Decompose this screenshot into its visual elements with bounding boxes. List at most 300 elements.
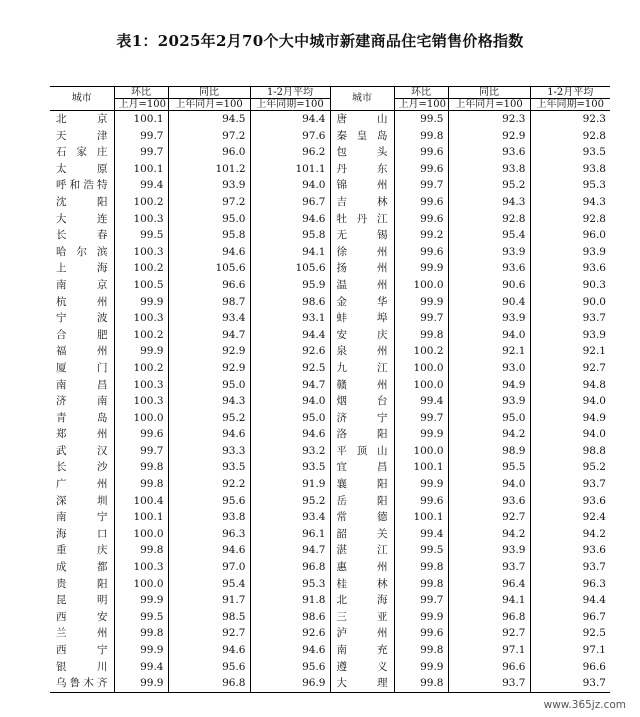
table-row <box>50 343 610 360</box>
table-row <box>50 426 610 443</box>
right-city-name: 徐州 <box>330 244 394 261</box>
right-city-name: 唐山 <box>330 111 394 128</box>
left-avg-value: 94.7 <box>250 542 330 559</box>
left-mom-value: 100.2 <box>114 194 168 211</box>
right-yoy-value: 93.8 <box>448 161 530 178</box>
table-row <box>50 211 610 228</box>
right-yoy-value: 92.7 <box>448 625 530 642</box>
left-avg-value: 94.7 <box>250 377 330 394</box>
left-yoy-value: 95.6 <box>168 659 250 676</box>
right-mom-value: 99.8 <box>394 675 448 692</box>
table-title: 表1：2025年2月70个大中城市新建商品住宅销售价格指数 <box>116 32 524 50</box>
table-row <box>50 509 610 526</box>
left-avg-value: 95.9 <box>250 277 330 294</box>
right-mom-value: 99.8 <box>394 576 448 593</box>
table-row <box>50 526 610 543</box>
right-yoy-value: 93.7 <box>448 675 530 692</box>
left-avg-value: 96.9 <box>250 675 330 692</box>
left-yoy-value: 92.7 <box>168 625 250 642</box>
table-row <box>50 244 610 261</box>
right-mom-value: 99.7 <box>394 310 448 327</box>
right-mom-value: 99.7 <box>394 177 448 194</box>
left-city-name: 贵阳 <box>50 576 114 593</box>
left-mom-value: 99.5 <box>114 227 168 244</box>
table-body <box>50 111 610 693</box>
right-avg-value: 93.6 <box>582 494 606 507</box>
table-row <box>50 459 610 476</box>
left-city-name: 青岛 <box>50 410 114 427</box>
left-avg-value: 101.1 <box>250 161 330 178</box>
right-city-name: 平顶山 <box>330 443 394 460</box>
table-row <box>50 642 610 659</box>
header-city-left: 城市 <box>50 87 114 111</box>
right-mom-value: 99.7 <box>394 410 448 427</box>
table-row <box>50 161 610 178</box>
left-avg-value: 95.2 <box>250 493 330 510</box>
right-yoy-value: 93.9 <box>448 542 530 559</box>
right-mom-value: 99.5 <box>394 542 448 559</box>
right-avg-value: 98.8 <box>582 444 606 457</box>
left-mom-value: 99.7 <box>114 443 168 460</box>
right-yoy-value: 95.0 <box>448 410 530 427</box>
right-avg-value: 92.8 <box>582 212 606 225</box>
right-yoy-value: 96.6 <box>448 659 530 676</box>
table-row <box>50 310 610 327</box>
right-yoy-value: 92.1 <box>448 343 530 360</box>
header-avg-right: 1-2月平均 <box>530 87 610 99</box>
right-mom-value: 100.1 <box>394 459 448 476</box>
table-row <box>50 476 610 493</box>
left-yoy-value: 96.3 <box>168 526 250 543</box>
left-avg-value: 95.6 <box>250 659 330 676</box>
left-mom-value: 100.3 <box>114 310 168 327</box>
right-mom-value: 99.6 <box>394 144 448 161</box>
right-city-name: 扬州 <box>330 260 394 277</box>
left-city-name: 呼和浩特 <box>50 177 114 194</box>
right-city-name: 韶关 <box>330 526 394 543</box>
right-city-name: 襄阳 <box>330 476 394 493</box>
left-yoy-value: 94.6 <box>168 642 250 659</box>
left-city-name: 哈尔滨 <box>50 244 114 261</box>
left-avg-value: 96.7 <box>250 194 330 211</box>
left-yoy-value: 97.0 <box>168 559 250 576</box>
left-city-name: 太原 <box>50 161 114 178</box>
table-row <box>50 659 610 676</box>
left-avg-value: 94.0 <box>250 177 330 194</box>
right-mom-value: 99.9 <box>394 659 448 676</box>
left-avg-value: 94.6 <box>250 211 330 228</box>
right-mom-value: 99.8 <box>394 128 448 145</box>
left-avg-value: 98.6 <box>250 609 330 626</box>
left-yoy-value: 95.0 <box>168 211 250 228</box>
right-avg-value: 94.8 <box>582 378 606 391</box>
left-yoy-value: 92.2 <box>168 476 250 493</box>
right-mom-value: 100.0 <box>394 277 448 294</box>
right-avg-value: 94.9 <box>582 411 606 424</box>
right-yoy-value: 95.4 <box>448 227 530 244</box>
left-avg-value: 105.6 <box>250 260 330 277</box>
table-row <box>50 277 610 294</box>
right-city-name: 惠州 <box>330 559 394 576</box>
header-mom-left: 环比 <box>114 87 168 99</box>
table-row <box>50 559 610 576</box>
left-city-name: 合肥 <box>50 327 114 344</box>
right-mom-value: 100.0 <box>394 443 448 460</box>
right-city-name: 蚌埠 <box>330 310 394 327</box>
right-yoy-value: 95.5 <box>448 459 530 476</box>
right-yoy-value: 96.4 <box>448 576 530 593</box>
table-row <box>50 360 610 377</box>
right-mom-value: 99.8 <box>394 327 448 344</box>
left-yoy-value: 94.6 <box>168 244 250 261</box>
left-avg-value: 94.6 <box>250 642 330 659</box>
left-city-name: 宁波 <box>50 310 114 327</box>
left-yoy-value: 96.6 <box>168 277 250 294</box>
right-yoy-value: 93.9 <box>448 310 530 327</box>
right-city-name: 常德 <box>330 509 394 526</box>
left-yoy-value: 92.9 <box>168 360 250 377</box>
left-city-name: 长沙 <box>50 459 114 476</box>
left-mom-value: 100.5 <box>114 277 168 294</box>
right-avg-value: 90.0 <box>582 295 606 308</box>
right-avg-value: 96.6 <box>582 660 606 673</box>
right-avg-value: 92.7 <box>582 361 606 374</box>
right-yoy-value: 94.9 <box>448 377 530 394</box>
header-avg-base-left: 上年同期=100 <box>250 99 330 111</box>
right-city-name: 桂林 <box>330 576 394 593</box>
right-city-name: 九江 <box>330 360 394 377</box>
right-avg-value: 92.1 <box>582 345 606 358</box>
table-row <box>50 144 610 161</box>
right-city-name: 北海 <box>330 592 394 609</box>
right-city-name: 吉林 <box>330 194 394 211</box>
left-mom-value: 99.6 <box>114 426 168 443</box>
right-avg-value: 92.5 <box>582 627 606 640</box>
left-yoy-value: 95.0 <box>168 377 250 394</box>
left-mom-value: 99.8 <box>114 542 168 559</box>
left-mom-value: 100.3 <box>114 393 168 410</box>
right-city-name: 赣州 <box>330 377 394 394</box>
right-avg-value: 95.2 <box>582 461 606 474</box>
right-city-name: 烟台 <box>330 393 394 410</box>
left-city-name: 兰州 <box>50 625 114 642</box>
left-avg-value: 96.2 <box>250 144 330 161</box>
left-yoy-value: 92.9 <box>168 343 250 360</box>
right-avg-value: 97.1 <box>582 644 606 656</box>
left-avg-value: 93.2 <box>250 443 330 460</box>
right-yoy-value: 90.4 <box>448 294 530 311</box>
table-row <box>50 493 610 510</box>
left-mom-value: 99.8 <box>114 476 168 493</box>
left-city-name: 大连 <box>50 211 114 228</box>
right-mom-value: 99.6 <box>394 493 448 510</box>
header-avg-base-right: 上年同期=100 <box>530 99 610 111</box>
right-yoy-value: 98.9 <box>448 443 530 460</box>
left-city-name: 昆明 <box>50 592 114 609</box>
right-mom-value: 100.1 <box>394 509 448 526</box>
right-mom-value: 100.0 <box>394 360 448 377</box>
right-city-name: 包头 <box>330 144 394 161</box>
right-city-name: 洛阳 <box>330 426 394 443</box>
left-yoy-value: 97.2 <box>168 128 250 145</box>
left-mom-value: 99.7 <box>114 144 168 161</box>
right-yoy-value: 94.0 <box>448 327 530 344</box>
left-mom-value: 100.1 <box>114 111 168 128</box>
left-avg-value: 95.3 <box>250 576 330 593</box>
left-city-name: 深圳 <box>50 493 114 510</box>
left-city-name: 成都 <box>50 559 114 576</box>
left-mom-value: 100.2 <box>114 327 168 344</box>
right-city-name: 泉州 <box>330 343 394 360</box>
left-yoy-value: 98.5 <box>168 609 250 626</box>
right-mom-value: 99.4 <box>394 526 448 543</box>
left-city-name: 厦门 <box>50 360 114 377</box>
right-yoy-value: 92.7 <box>448 509 530 526</box>
left-yoy-value: 94.5 <box>168 111 250 128</box>
left-avg-value: 91.9 <box>250 476 330 493</box>
right-city-name: 三亚 <box>330 609 394 626</box>
left-yoy-value: 94.7 <box>168 327 250 344</box>
left-avg-value: 94.1 <box>250 244 330 261</box>
right-avg-value: 92.8 <box>582 129 606 142</box>
right-city-name: 遵义 <box>330 659 394 676</box>
left-yoy-value: 95.4 <box>168 576 250 593</box>
header-yoy-base-right: 上年同月=100 <box>448 99 530 111</box>
table-row <box>50 111 610 128</box>
right-mom-value: 100.2 <box>394 343 448 360</box>
left-avg-value: 96.1 <box>250 526 330 543</box>
right-city-name: 秦皇岛 <box>330 128 394 145</box>
left-city-name: 银川 <box>50 659 114 676</box>
left-yoy-value: 97.2 <box>168 194 250 211</box>
left-avg-value: 96.8 <box>250 559 330 576</box>
right-avg-value: 92.3 <box>582 113 606 125</box>
table-row <box>50 443 610 460</box>
right-mom-value: 99.6 <box>394 625 448 642</box>
left-mom-value: 99.8 <box>114 459 168 476</box>
left-yoy-value: 91.7 <box>168 592 250 609</box>
left-city-name: 西安 <box>50 609 114 626</box>
right-avg-value: 93.5 <box>582 146 606 159</box>
left-avg-value: 92.5 <box>250 360 330 377</box>
left-avg-value: 92.6 <box>250 343 330 360</box>
header-yoy-right: 同比 <box>448 87 530 99</box>
left-mom-value: 99.4 <box>114 659 168 676</box>
right-city-name: 大理 <box>330 675 394 692</box>
right-yoy-value: 93.6 <box>448 144 530 161</box>
left-yoy-value: 93.4 <box>168 310 250 327</box>
table-row <box>50 194 610 211</box>
left-mom-value: 100.3 <box>114 559 168 576</box>
right-mom-value: 99.6 <box>394 244 448 261</box>
price-index-table <box>50 86 610 693</box>
left-yoy-value: 94.6 <box>168 542 250 559</box>
right-mom-value: 99.8 <box>394 642 448 659</box>
right-city-name: 无锡 <box>330 227 394 244</box>
right-yoy-value: 94.2 <box>448 426 530 443</box>
right-yoy-value: 94.3 <box>448 194 530 211</box>
right-yoy-value: 94.2 <box>448 526 530 543</box>
right-mom-value: 99.6 <box>394 211 448 228</box>
right-avg-value: 93.7 <box>582 478 606 491</box>
left-mom-value: 99.9 <box>114 294 168 311</box>
left-yoy-value: 96.0 <box>168 144 250 161</box>
right-yoy-value: 90.6 <box>448 277 530 294</box>
left-avg-value: 94.4 <box>250 111 330 128</box>
right-mom-value: 99.8 <box>394 559 448 576</box>
left-city-name: 广州 <box>50 476 114 493</box>
right-avg-value: 96.7 <box>582 610 606 623</box>
right-avg-value: 93.9 <box>582 328 606 341</box>
left-yoy-value: 93.9 <box>168 177 250 194</box>
right-avg-value: 94.0 <box>582 428 606 441</box>
left-mom-value: 99.9 <box>114 343 168 360</box>
table-row <box>50 410 610 427</box>
right-city-name: 锦州 <box>330 177 394 194</box>
right-mom-value: 99.9 <box>394 260 448 277</box>
right-avg-value: 96.3 <box>582 577 606 590</box>
left-mom-value: 99.5 <box>114 609 168 626</box>
right-city-name: 南充 <box>330 642 394 659</box>
right-avg-value: 94.3 <box>582 195 606 208</box>
right-mom-value: 99.6 <box>394 161 448 178</box>
right-city-name: 济宁 <box>330 410 394 427</box>
right-avg-value: 95.3 <box>582 179 606 192</box>
header-mom-base-left: 上月=100 <box>114 99 168 111</box>
left-city-name: 长春 <box>50 227 114 244</box>
table-row <box>50 609 610 626</box>
left-yoy-value: 93.5 <box>168 459 250 476</box>
left-avg-value: 91.8 <box>250 592 330 609</box>
left-yoy-value: 94.3 <box>168 393 250 410</box>
left-city-name: 郑州 <box>50 426 114 443</box>
right-mom-value: 99.6 <box>394 194 448 211</box>
right-yoy-value: 95.2 <box>448 177 530 194</box>
left-city-name: 南昌 <box>50 377 114 394</box>
left-city-name: 石家庄 <box>50 144 114 161</box>
right-yoy-value: 94.1 <box>448 592 530 609</box>
right-avg-value: 93.8 <box>582 162 606 175</box>
left-mom-value: 100.2 <box>114 360 168 377</box>
left-avg-value: 97.6 <box>250 128 330 145</box>
left-city-name: 重庆 <box>50 542 114 559</box>
table-row <box>50 294 610 311</box>
left-yoy-value: 98.7 <box>168 294 250 311</box>
watermark: www.365jz.com <box>543 699 626 711</box>
left-city-name: 沈阳 <box>50 194 114 211</box>
left-mom-value: 100.0 <box>114 410 168 427</box>
left-mom-value: 100.1 <box>114 509 168 526</box>
right-yoy-value: 92.3 <box>448 111 530 128</box>
right-avg-value: 94.0 <box>582 395 606 408</box>
left-yoy-value: 101.2 <box>168 161 250 178</box>
left-mom-value: 99.9 <box>114 675 168 692</box>
table-row <box>50 625 610 642</box>
right-city-name: 泸州 <box>330 625 394 642</box>
right-mom-value: 99.5 <box>394 111 448 128</box>
left-mom-value: 99.7 <box>114 128 168 145</box>
left-avg-value: 98.6 <box>250 294 330 311</box>
left-yoy-value: 95.6 <box>168 493 250 510</box>
right-mom-value: 99.9 <box>394 609 448 626</box>
left-city-name: 北京 <box>50 111 114 128</box>
right-yoy-value: 92.9 <box>448 128 530 145</box>
right-yoy-value: 93.9 <box>448 244 530 261</box>
left-mom-value: 100.3 <box>114 377 168 394</box>
right-yoy-value: 93.6 <box>448 493 530 510</box>
right-avg-value: 93.6 <box>582 544 606 557</box>
left-mom-value: 99.9 <box>114 642 168 659</box>
right-avg-value: 94.4 <box>582 594 606 607</box>
right-avg-value: 90.3 <box>582 278 606 291</box>
left-yoy-value: 96.8 <box>168 675 250 692</box>
left-yoy-value: 95.2 <box>168 410 250 427</box>
left-city-name: 南京 <box>50 277 114 294</box>
table-row <box>50 128 610 145</box>
right-city-name: 湛江 <box>330 542 394 559</box>
left-mom-value: 100.0 <box>114 526 168 543</box>
table-row <box>50 592 610 609</box>
left-city-name: 武汉 <box>50 443 114 460</box>
table-row <box>50 542 610 559</box>
left-avg-value: 94.4 <box>250 327 330 344</box>
left-city-name: 乌鲁木齐 <box>50 675 114 692</box>
right-avg-value: 96.0 <box>582 229 606 242</box>
left-avg-value: 95.8 <box>250 227 330 244</box>
left-mom-value: 100.0 <box>114 576 168 593</box>
left-yoy-value: 105.6 <box>168 260 250 277</box>
right-city-name: 温州 <box>330 277 394 294</box>
left-avg-value: 93.1 <box>250 310 330 327</box>
right-avg-value: 92.4 <box>582 511 606 524</box>
left-mom-value: 100.3 <box>114 211 168 228</box>
right-yoy-value: 93.7 <box>448 559 530 576</box>
header-avg-left: 1-2月平均 <box>250 87 330 99</box>
left-avg-value: 94.6 <box>250 426 330 443</box>
right-city-name: 丹东 <box>330 161 394 178</box>
left-city-name: 济南 <box>50 393 114 410</box>
table-row <box>50 377 610 394</box>
right-city-name: 牡丹江 <box>330 211 394 228</box>
right-mom-value: 100.0 <box>394 377 448 394</box>
left-mom-value: 99.4 <box>114 177 168 194</box>
right-yoy-value: 93.6 <box>448 260 530 277</box>
right-mom-value: 99.7 <box>394 592 448 609</box>
header-yoy-left: 同比 <box>168 87 250 99</box>
right-yoy-value: 92.8 <box>448 211 530 228</box>
right-city-name: 宜昌 <box>330 459 394 476</box>
left-avg-value: 92.6 <box>250 625 330 642</box>
left-city-name: 天津 <box>50 128 114 145</box>
right-mom-value: 99.4 <box>394 393 448 410</box>
left-city-name: 西宁 <box>50 642 114 659</box>
right-mom-value: 99.9 <box>394 476 448 493</box>
left-city-name: 上海 <box>50 260 114 277</box>
right-avg-value: 93.6 <box>582 262 606 275</box>
left-yoy-value: 93.3 <box>168 443 250 460</box>
left-mom-value: 100.1 <box>114 161 168 178</box>
left-avg-value: 93.4 <box>250 509 330 526</box>
header-yoy-base-left: 上年同月=100 <box>168 99 250 111</box>
left-avg-value: 94.0 <box>250 393 330 410</box>
left-yoy-value: 95.8 <box>168 227 250 244</box>
left-mom-value: 99.8 <box>114 625 168 642</box>
right-yoy-value: 97.1 <box>448 642 530 659</box>
left-mom-value: 100.2 <box>114 260 168 277</box>
left-avg-value: 95.0 <box>250 410 330 427</box>
left-mom-value: 100.3 <box>114 244 168 261</box>
table-row <box>50 177 610 194</box>
